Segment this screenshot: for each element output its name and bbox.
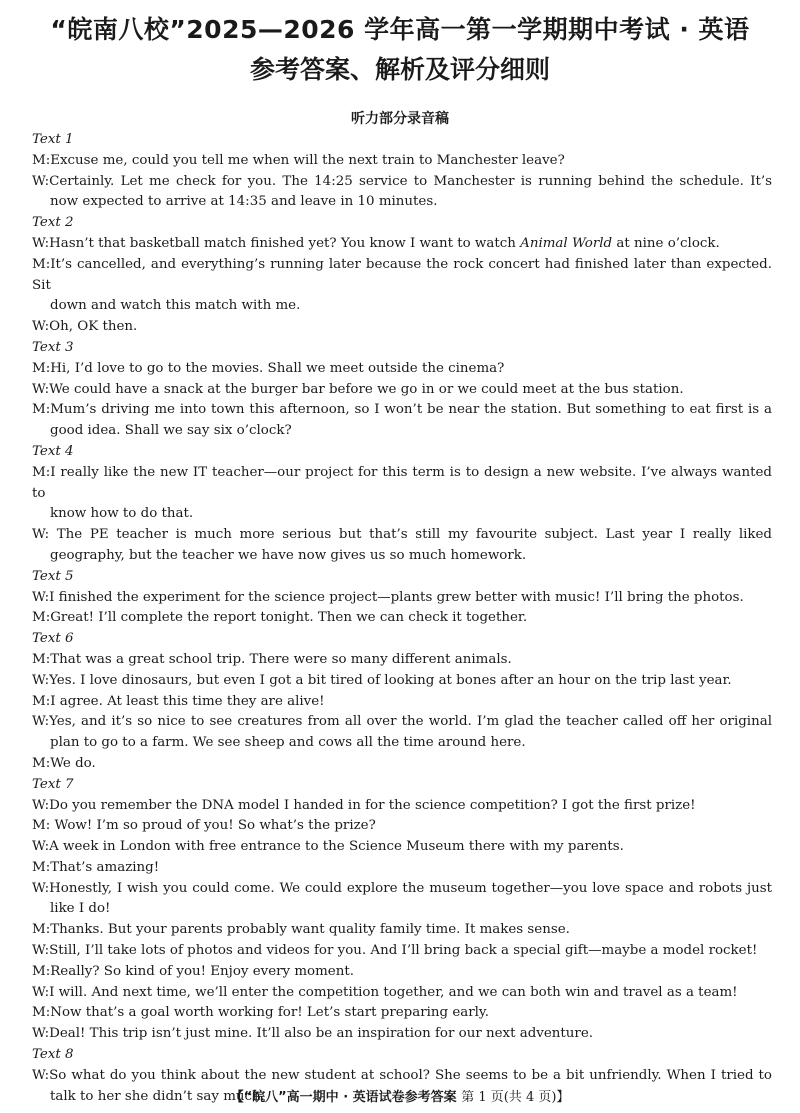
dialogue-line (32, 837, 772, 858)
dialogue-line-continuation: good idea. Shall we say six o’clock? (50, 423, 292, 439)
dialogue-line-text: W:Deal! This trip isn’t just mine. It’ll also be an inspiration for our next adventure. (32, 1026, 593, 1042)
dialogue-line (32, 754, 772, 775)
text-heading: Text 4 (32, 443, 74, 459)
text-heading: Text 5 (32, 568, 74, 584)
dialogue-line-text: W:A week in London with free entrance to the Science Museum there with my parents. (32, 839, 624, 855)
dialogue-line-text: W:Yes, and it’s so nice to see creatures from all over the world. I’m glad the teacher called off her original (32, 714, 772, 730)
dialogue-line-text: W:Hasn’t that basketball match finished yet? You know I want to watch Animal World at nine o’clock. (32, 235, 720, 251)
dialogue-line-text: W:I finished the experiment for the science project—plants grew better with music! I’ll bring the photos. (32, 589, 744, 605)
text-heading: Text 7 (32, 776, 74, 792)
dialogue-line-continuation: like I do! (50, 901, 111, 917)
dialogue-line-continuation: talk to her she didn’t say much. (50, 1088, 265, 1104)
dialogue-line-text: W:We could have a snack at the burger bar before we go in or we could meet at the bus station. (32, 381, 684, 397)
dialogue-line (32, 588, 772, 609)
dialogue-line (32, 151, 772, 172)
program-title: Animal World (520, 235, 613, 251)
dialogue-line (32, 1003, 772, 1024)
text-heading: Text 6 (32, 631, 74, 647)
text-heading: Text 8 (32, 1047, 74, 1063)
footer-page-number: 第 1 页(共 4 页)】 (461, 1090, 570, 1105)
footer-label: 【“皖八”高一期中 · 英语试卷参考答案 (230, 1090, 457, 1105)
dialogue-line (32, 712, 772, 754)
document-subtitle: 参考答案、解析及评分细则 (249, 55, 550, 84)
dialogue-line (32, 255, 772, 317)
dialogue-line-text: W:Certainly. Let me check for you. The 14:25 service to Manchester is running behind the schedule. It’s (32, 173, 772, 189)
dialogue-line (32, 858, 772, 879)
dialogue-line-continuation: down and watch this match with me. (50, 298, 301, 314)
dialogue-line (32, 879, 772, 921)
dialogue-line (32, 796, 772, 817)
dialogue-line-text: W:Still, I’ll take lots of photos and videos for you. And I’ll bring back a special gift—maybe a model rocket! (32, 943, 758, 959)
dialogue-line-text: W:Do you remember the DNA model I handed in for the science competition? I got the first prize! (32, 797, 696, 813)
dialogue-line (32, 172, 772, 214)
dialogue-line (32, 317, 772, 338)
dialogue-line-text: M:Excuse me, could you tell me when will the next train to Manchester leave? (32, 152, 565, 168)
text-heading: Text 1 (32, 132, 74, 147)
dialogue-line (32, 234, 772, 255)
text-heading: Text 3 (32, 339, 74, 355)
dialogue-line-text: M:Mum’s driving me into town this afternoon, so I won’t be near the station. But something to eat first is a (32, 402, 772, 418)
dialogue-line (32, 608, 772, 629)
dialogue-line-text: M:It’s cancelled, and everything’s running later because the rock concert had finished later than expected. Sit (32, 256, 772, 293)
dialogue-line (32, 380, 772, 401)
dialogue-line (32, 463, 772, 525)
dialogue-line (32, 941, 772, 962)
dialogue-line-continuation: geography, but the teacher we have now gives us so much homework. (50, 547, 527, 563)
dialogue-line (32, 525, 772, 567)
dialogue-line (32, 1024, 772, 1045)
text-heading: Text 2 (32, 215, 74, 231)
dialogue-line-text: M:I agree. At least this time they are alive! (32, 693, 325, 709)
page-footer (0, 1086, 800, 1105)
dialogue-line-continuation: plan to go to a farm. We see sheep and cows all the time around here. (50, 735, 526, 751)
dialogue-line-text: M:I really like the new IT teacher—our project for this term is to design a new website. I’ve always wanted to (32, 464, 772, 501)
dialogue-line-text: M:That’s amazing! (32, 859, 160, 875)
dialogue-line (32, 671, 772, 692)
transcript-body (32, 130, 772, 1107)
dialogue-line-continuation: now expected to arrive at 14:35 and leave in 10 minutes. (50, 194, 438, 210)
dialogue-line-text: M:Great! I’ll complete the report tonight. Then we can check it together. (32, 610, 528, 626)
dialogue-line-text: W:Honestly, I wish you could come. We could explore the museum together—you love space and robots just (32, 880, 772, 896)
dialogue-line-text: M:Hi, I’d love to go to the movies. Shall we meet outside the cinema? (32, 360, 505, 376)
dialogue-line-text: M:Thanks. But your parents probably want quality family time. It makes sense. (32, 922, 570, 938)
dialogue-line-text: M:Really? So kind of you! Enjoy every moment. (32, 963, 354, 979)
document-title: “皖南八校”2025—2026 学年高一第一学期期中考试 · 英语 (50, 15, 750, 44)
dialogue-line-text: M: Wow! I’m so proud of you! So what’s the prize? (32, 818, 376, 834)
dialogue-line (32, 962, 772, 983)
dialogue-line (32, 650, 772, 671)
dialogue-line-text: W:Oh, OK then. (32, 319, 138, 335)
dialogue-line (32, 692, 772, 713)
dialogue-line-text: M:Now that’s a goal worth working for! Let’s start preparing early. (32, 1005, 489, 1021)
dialogue-line-continuation: know how to do that. (50, 506, 194, 522)
dialogue-line (32, 920, 772, 941)
dialogue-line-text: M:We do. (32, 755, 96, 771)
dialogue-line (32, 983, 772, 1004)
section-heading: 听力部分录音稿 (351, 111, 449, 127)
dialogue-line-text: W: The PE teacher is much more serious but that’s still my favourite subject. Last year I really liked (32, 527, 772, 543)
dialogue-line (32, 816, 772, 837)
dialogue-line-text: W:So what do you think about the new student at school? She seems to be a bit unfriendly. When I tried to (32, 1067, 772, 1083)
dialogue-line-text: M:That was a great school trip. There were so many different animals. (32, 651, 512, 667)
dialogue-line-text: W:Yes. I love dinosaurs, but even I got a bit tired of looking at bones after an hour on the trip last year. (32, 672, 732, 688)
dialogue-line-text: W:I will. And next time, we’ll enter the competition together, and we can both win and travel as a team! (32, 984, 738, 1000)
dialogue-line (32, 400, 772, 442)
dialogue-line (32, 359, 772, 380)
